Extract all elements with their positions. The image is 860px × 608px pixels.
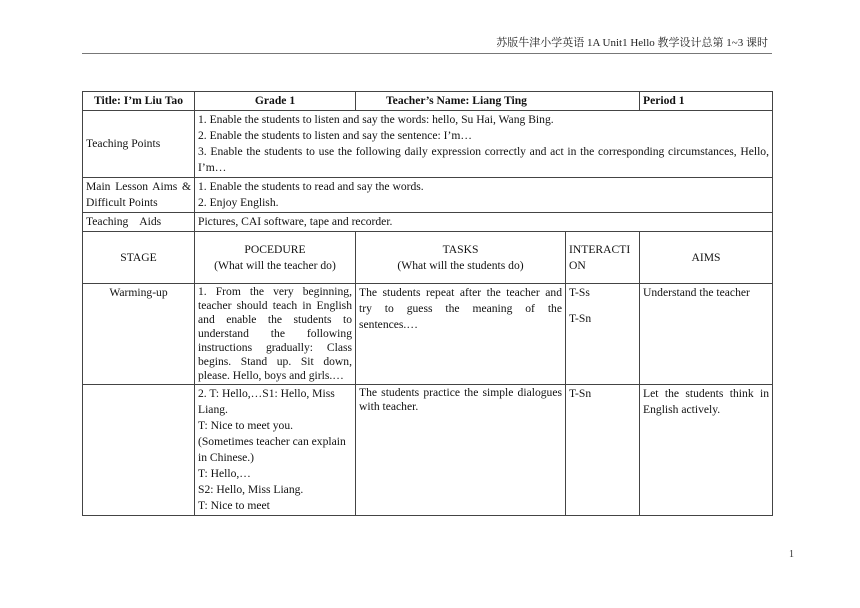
- stage-warming-up: Warming-up: [83, 284, 195, 385]
- procedure-header-title: POCEDURE: [244, 242, 306, 256]
- tasks-header-title: TASKS: [442, 242, 479, 256]
- stage-header: STAGE: [83, 232, 195, 284]
- page-header: 苏版牛津小学英语 1A Unit1 Hello 教学设计总第 1~3 课时: [496, 37, 768, 49]
- procedure-line: T: Hello,…: [198, 467, 251, 480]
- teaching-point-2: 2. Enable the students to listen and say the sentence: I’m…: [198, 129, 472, 142]
- procedure-header: [195, 232, 356, 284]
- procedure-line: T: Nice to meet you.: [198, 419, 294, 432]
- dialogue-row: [83, 385, 773, 516]
- procedure-line: T: Nice to meet: [198, 499, 270, 512]
- procedure-line: 2. T: Hello,…S1: Hello, Miss Liang.: [198, 387, 335, 416]
- lesson-plan-table: [82, 91, 773, 516]
- teaching-points-row: [83, 111, 773, 178]
- teaching-point-1: 1. Enable the students to listen and say the words: hello, Su Hai, Wang Bing.: [198, 113, 554, 126]
- aims-dialogue: Let the students think in English actively.: [640, 385, 773, 516]
- warming-up-row: [83, 284, 773, 385]
- procedure-dialogue: [195, 385, 356, 516]
- teaching-points-content: [195, 111, 773, 178]
- interaction-t-ss: T-Ss: [569, 286, 590, 299]
- interaction-header: INTERACTION: [566, 232, 640, 284]
- procedure-warming-up: 1. From the very beginning, teacher should teach in English and enable the students to understand the following instructions gradually: Class begins. Stand up. Sit down, please. Hello, boys and girls.…: [195, 284, 356, 385]
- aims-warming-up: Understand the teacher: [640, 284, 773, 385]
- tasks-header-sub: (What will the students do): [397, 258, 524, 272]
- teaching-points-label: Teaching Points: [83, 111, 195, 178]
- header-divider: [82, 53, 772, 54]
- teaching-aids-label: Teaching Aids: [83, 213, 195, 232]
- tasks-dialogue: The students practice the simple dialogues with teacher.: [356, 385, 566, 516]
- tasks-warming-up: The students repeat after the teacher and try to guess the meaning of the sentences.…: [356, 284, 566, 385]
- lesson-title: Title: I’m Liu Tao: [83, 92, 195, 111]
- interaction-dialogue: T-Sn: [566, 385, 640, 516]
- tasks-header: [356, 232, 566, 284]
- aims-header: AIMS: [640, 232, 773, 284]
- interaction-t-sn: T-Sn: [569, 312, 592, 325]
- main-aims-label: Main Lesson Aims & Difficult Points: [83, 178, 195, 213]
- procedure-header-sub: (What will the teacher do): [214, 258, 336, 272]
- column-header-row: [83, 232, 773, 284]
- main-aims-content: [195, 178, 773, 213]
- grade-cell: Grade 1: [195, 92, 356, 111]
- interaction-warming-up: [566, 284, 640, 385]
- stage-dialogue: [83, 385, 195, 516]
- main-aim-1: 1. Enable the students to read and say the words.: [198, 180, 424, 193]
- procedure-line: S2: Hello, Miss Liang.: [198, 483, 304, 496]
- teaching-aids-row: [83, 213, 773, 232]
- main-aim-2: 2. Enjoy English.: [198, 196, 279, 209]
- teaching-point-3: 3. Enable the students to use the following daily expression correctly and act in the corresponding circumstances, Hello, I’m…: [198, 145, 770, 174]
- title-row: [83, 92, 773, 111]
- period-cell: Period 1: [640, 92, 773, 111]
- procedure-line: (Sometimes teacher can explain in Chinese.): [198, 435, 346, 464]
- teacher-name-cell: Teacher’s Name: Liang Ting: [356, 92, 640, 111]
- teaching-aids-value: Pictures, CAI software, tape and recorder.: [195, 213, 773, 232]
- page-number: 1: [789, 549, 794, 560]
- main-aims-row: [83, 178, 773, 213]
